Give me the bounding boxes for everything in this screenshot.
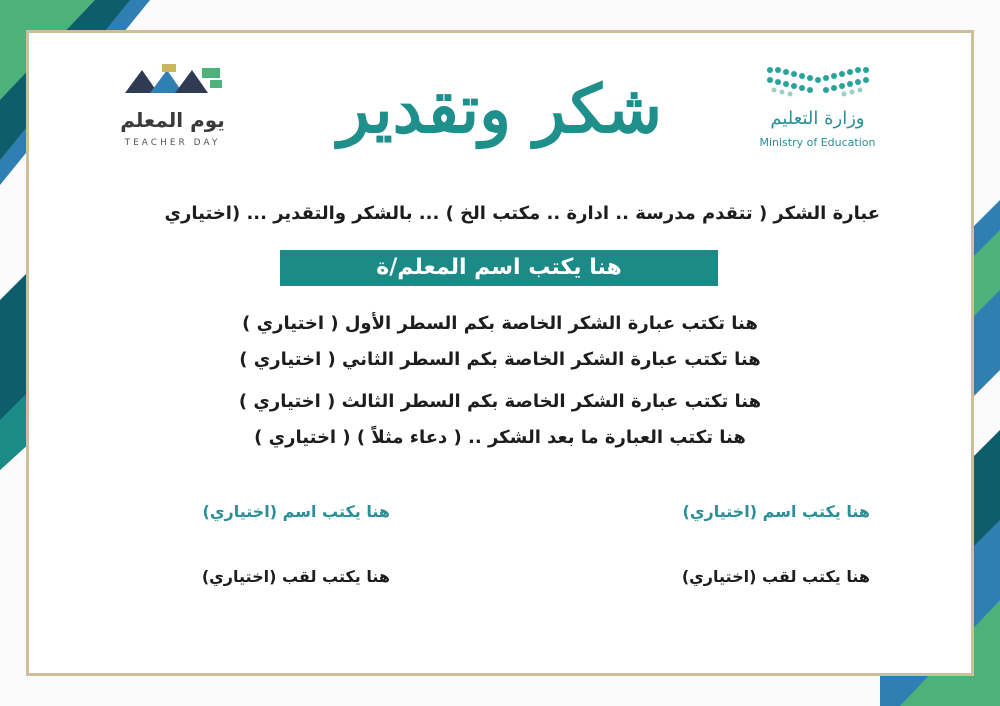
ministry-dots-icon [745,58,890,103]
calligraphy-text: شكر وتقدير [337,70,663,148]
ministry-arabic: وزارة التعليم [770,108,865,129]
teacher-name-text: هنا يكتب اسم المعلم/ة [376,255,622,280]
thanks-line-3: هنا تكتب عبارة الشكر الخاصة بكم السطر الثالث ( اختياري ) [238,391,762,412]
teacher-name-banner [280,250,718,286]
thanks-line-4: هنا تكتب العبارة ما بعد الشكر .. ( دعاء مثلاً ) ( اختياري ) [254,427,746,448]
intro-text: عبارة الشكر ( تتقدم مدرسة .. ادارة .. مكتب الخ ) ... بالشكر والتقدير ... (اختياري [164,203,880,224]
teacher-day-arabic: يوم المعلم [120,108,225,132]
teacher-day-logo [110,58,260,158]
signature-left-name: هنا يكتب اسم (اختياري) [202,502,390,521]
thanks-line-1: هنا تكتب عبارة الشكر الخاصة بكم السطر الأول ( اختياري ) [242,313,758,334]
signature-left-title: هنا يكتب لقب (اختياري) [201,567,390,586]
signature-right-name: هنا يكتب اسم (اختياري) [682,502,870,521]
teacher-day-english: TEACHER DAY [124,138,221,148]
ministry-english: Ministry of Education [759,136,876,149]
ministry-logo [745,58,895,158]
teacher-day-mark-icon [110,58,235,103]
calligraphy-title [310,60,690,170]
signature-right-title: هنا يكتب لقب (اختياري) [681,567,870,586]
thanks-line-2: هنا تكتب عبارة الشكر الخاصة بكم السطر الثاني ( اختياري ) [239,349,761,370]
